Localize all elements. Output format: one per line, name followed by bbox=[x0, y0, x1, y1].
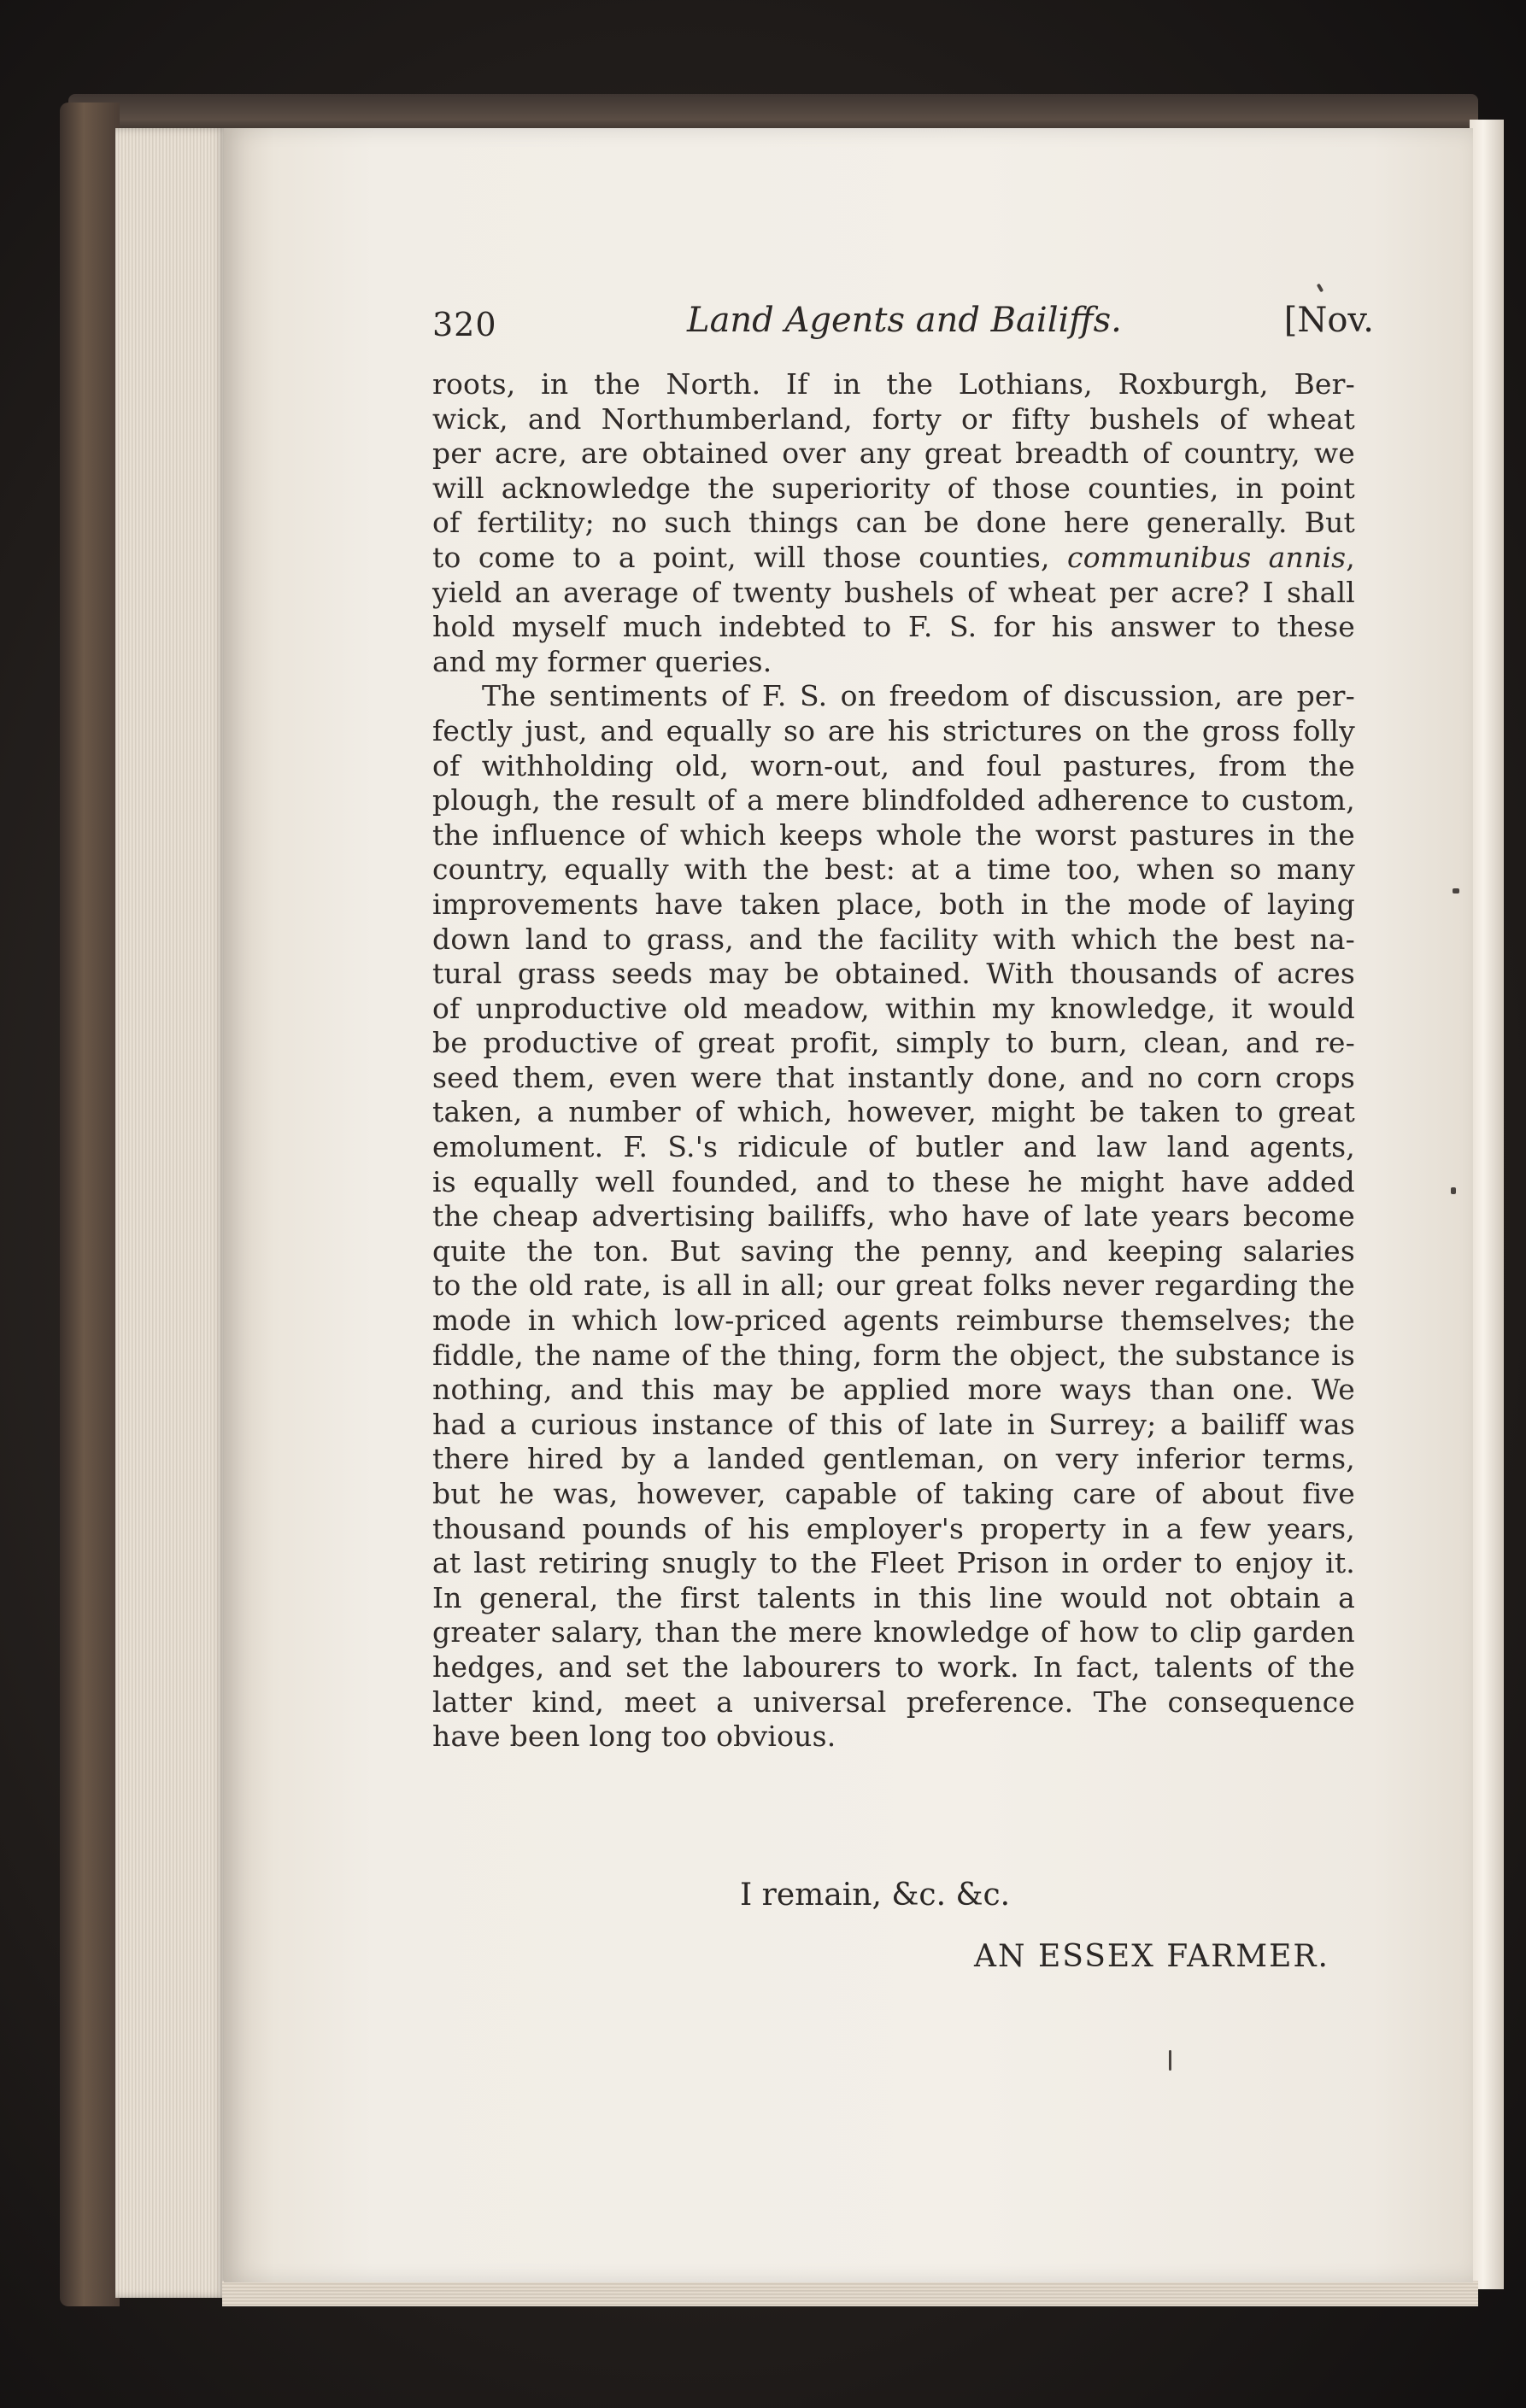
text-line: the cheap advertising bailiffs, who have of late years become bbox=[432, 1199, 1355, 1233]
text-line: latter kind, meet a universal preference. The consequence bbox=[432, 1684, 1355, 1719]
text-line: wick, and Northumberland, forty or fifty bushels of wheat bbox=[432, 401, 1355, 436]
text-line: hedges, and set the labourers to work. In fact, talents of the bbox=[432, 1649, 1355, 1684]
text-line: the influence of which keeps whole the worst pastures in the bbox=[432, 817, 1355, 852]
text-line: per acre, are obtained over any great breadth of country, we bbox=[432, 436, 1355, 471]
text-line: of withholding old, worn-out, and foul pastures, from the bbox=[432, 748, 1355, 782]
text-line: hold myself much indebted to F. S. for his answer to these bbox=[432, 610, 1355, 644]
text-line: will acknowledge the superiority of those counties, in point bbox=[432, 471, 1355, 505]
text-line: thousand pounds of his employer's property in a few years, bbox=[432, 1511, 1355, 1545]
text-line: of fertility; no such things can be done here generally. But bbox=[432, 506, 1355, 540]
text-line: to the old rate, is all in all; our great folks never regarding the bbox=[432, 1268, 1355, 1303]
book-spine bbox=[60, 103, 120, 2306]
page-edges-left bbox=[115, 128, 226, 2298]
page-number: 320 bbox=[432, 306, 497, 343]
ink-speck bbox=[1453, 888, 1459, 893]
text-line: roots, in the North. If in the Lothians, Roxburgh, Ber- bbox=[432, 367, 1355, 401]
text-line: had a curious instance of this of late in Surrey; a bailiff was bbox=[432, 1407, 1355, 1441]
signature: AN ESSEX FARMER. bbox=[974, 1939, 1329, 1974]
text-line: In general, the first talents in this line would not obtain a bbox=[432, 1580, 1355, 1614]
text-line: to come to a point, will those counties, communibus annis, bbox=[432, 540, 1355, 574]
running-month: [Nov. bbox=[1283, 301, 1374, 340]
text-line: tural grass seeds may be obtained. With thousands of acres bbox=[432, 957, 1355, 991]
text-line: seed them, even were that instantly done, and no corn crops bbox=[432, 1060, 1355, 1094]
text-line: mode in which low-priced agents reimburse themselves; the bbox=[432, 1304, 1355, 1338]
facing-page-edge bbox=[1470, 120, 1504, 2289]
italic-phrase: communibus annis bbox=[1067, 540, 1347, 574]
ink-speck bbox=[1169, 2050, 1171, 2071]
text-line: greater salary, than the mere knowledge of how to clip garden bbox=[432, 1615, 1355, 1649]
text-line: nothing, and this may be applied more ways than one. We bbox=[432, 1373, 1355, 1407]
text-line: fiddle, the name of the thing, form the object, the substance is bbox=[432, 1338, 1355, 1372]
ink-speck bbox=[1451, 1187, 1456, 1194]
text-line: fectly just, and equally so are his strictures on the gross folly bbox=[432, 713, 1355, 747]
text-line: have been long too obvious. bbox=[432, 1720, 836, 1754]
running-title: Land Agents and Bailiffs. bbox=[687, 301, 1122, 340]
text-line: of unproductive old meadow, within my knowledge, it would bbox=[432, 991, 1355, 1025]
text-line: down land to grass, and the facility with which the best na- bbox=[432, 922, 1355, 956]
text-line: there hired by a landed gentleman, on very inferior terms, bbox=[432, 1442, 1355, 1476]
text-line: plough, the result of a mere blindfolded adherence to custom, bbox=[432, 783, 1355, 817]
text-line: quite the ton. But saving the penny, and keeping salaries bbox=[432, 1233, 1355, 1268]
text-line: emolument. F. S.'s ridicule of butler and law land agents, bbox=[432, 1130, 1355, 1164]
text-line: improvements have taken place, both in the mode of laying bbox=[432, 887, 1355, 921]
running-head bbox=[432, 297, 1374, 349]
text-line: is equally well founded, and to these he might have added bbox=[432, 1164, 1355, 1198]
text-line: taken, a number of which, however, might be taken to great bbox=[432, 1095, 1355, 1129]
text-line: at last retiring snugly to the Fleet Prison in order to enjoy it. bbox=[432, 1546, 1355, 1580]
text-line: be productive of great profit, simply to burn, clean, and re- bbox=[432, 1026, 1355, 1060]
text-line: but he was, however, capable of taking care of about five bbox=[432, 1477, 1355, 1510]
text-line: The sentiments of F. S. on freedom of discussion, are per- bbox=[482, 679, 1355, 713]
page-edges-bottom bbox=[222, 2281, 1478, 2306]
text-line: and my former queries. bbox=[432, 644, 772, 678]
text-line: yield an average of twenty bushels of wheat per acre? I shall bbox=[432, 575, 1355, 609]
closing-salutation: I remain, &c. &c. bbox=[740, 1878, 1011, 1913]
body-text bbox=[432, 367, 1355, 1755]
text-line: country, equally with the best: at a time too, when so many bbox=[432, 852, 1355, 887]
